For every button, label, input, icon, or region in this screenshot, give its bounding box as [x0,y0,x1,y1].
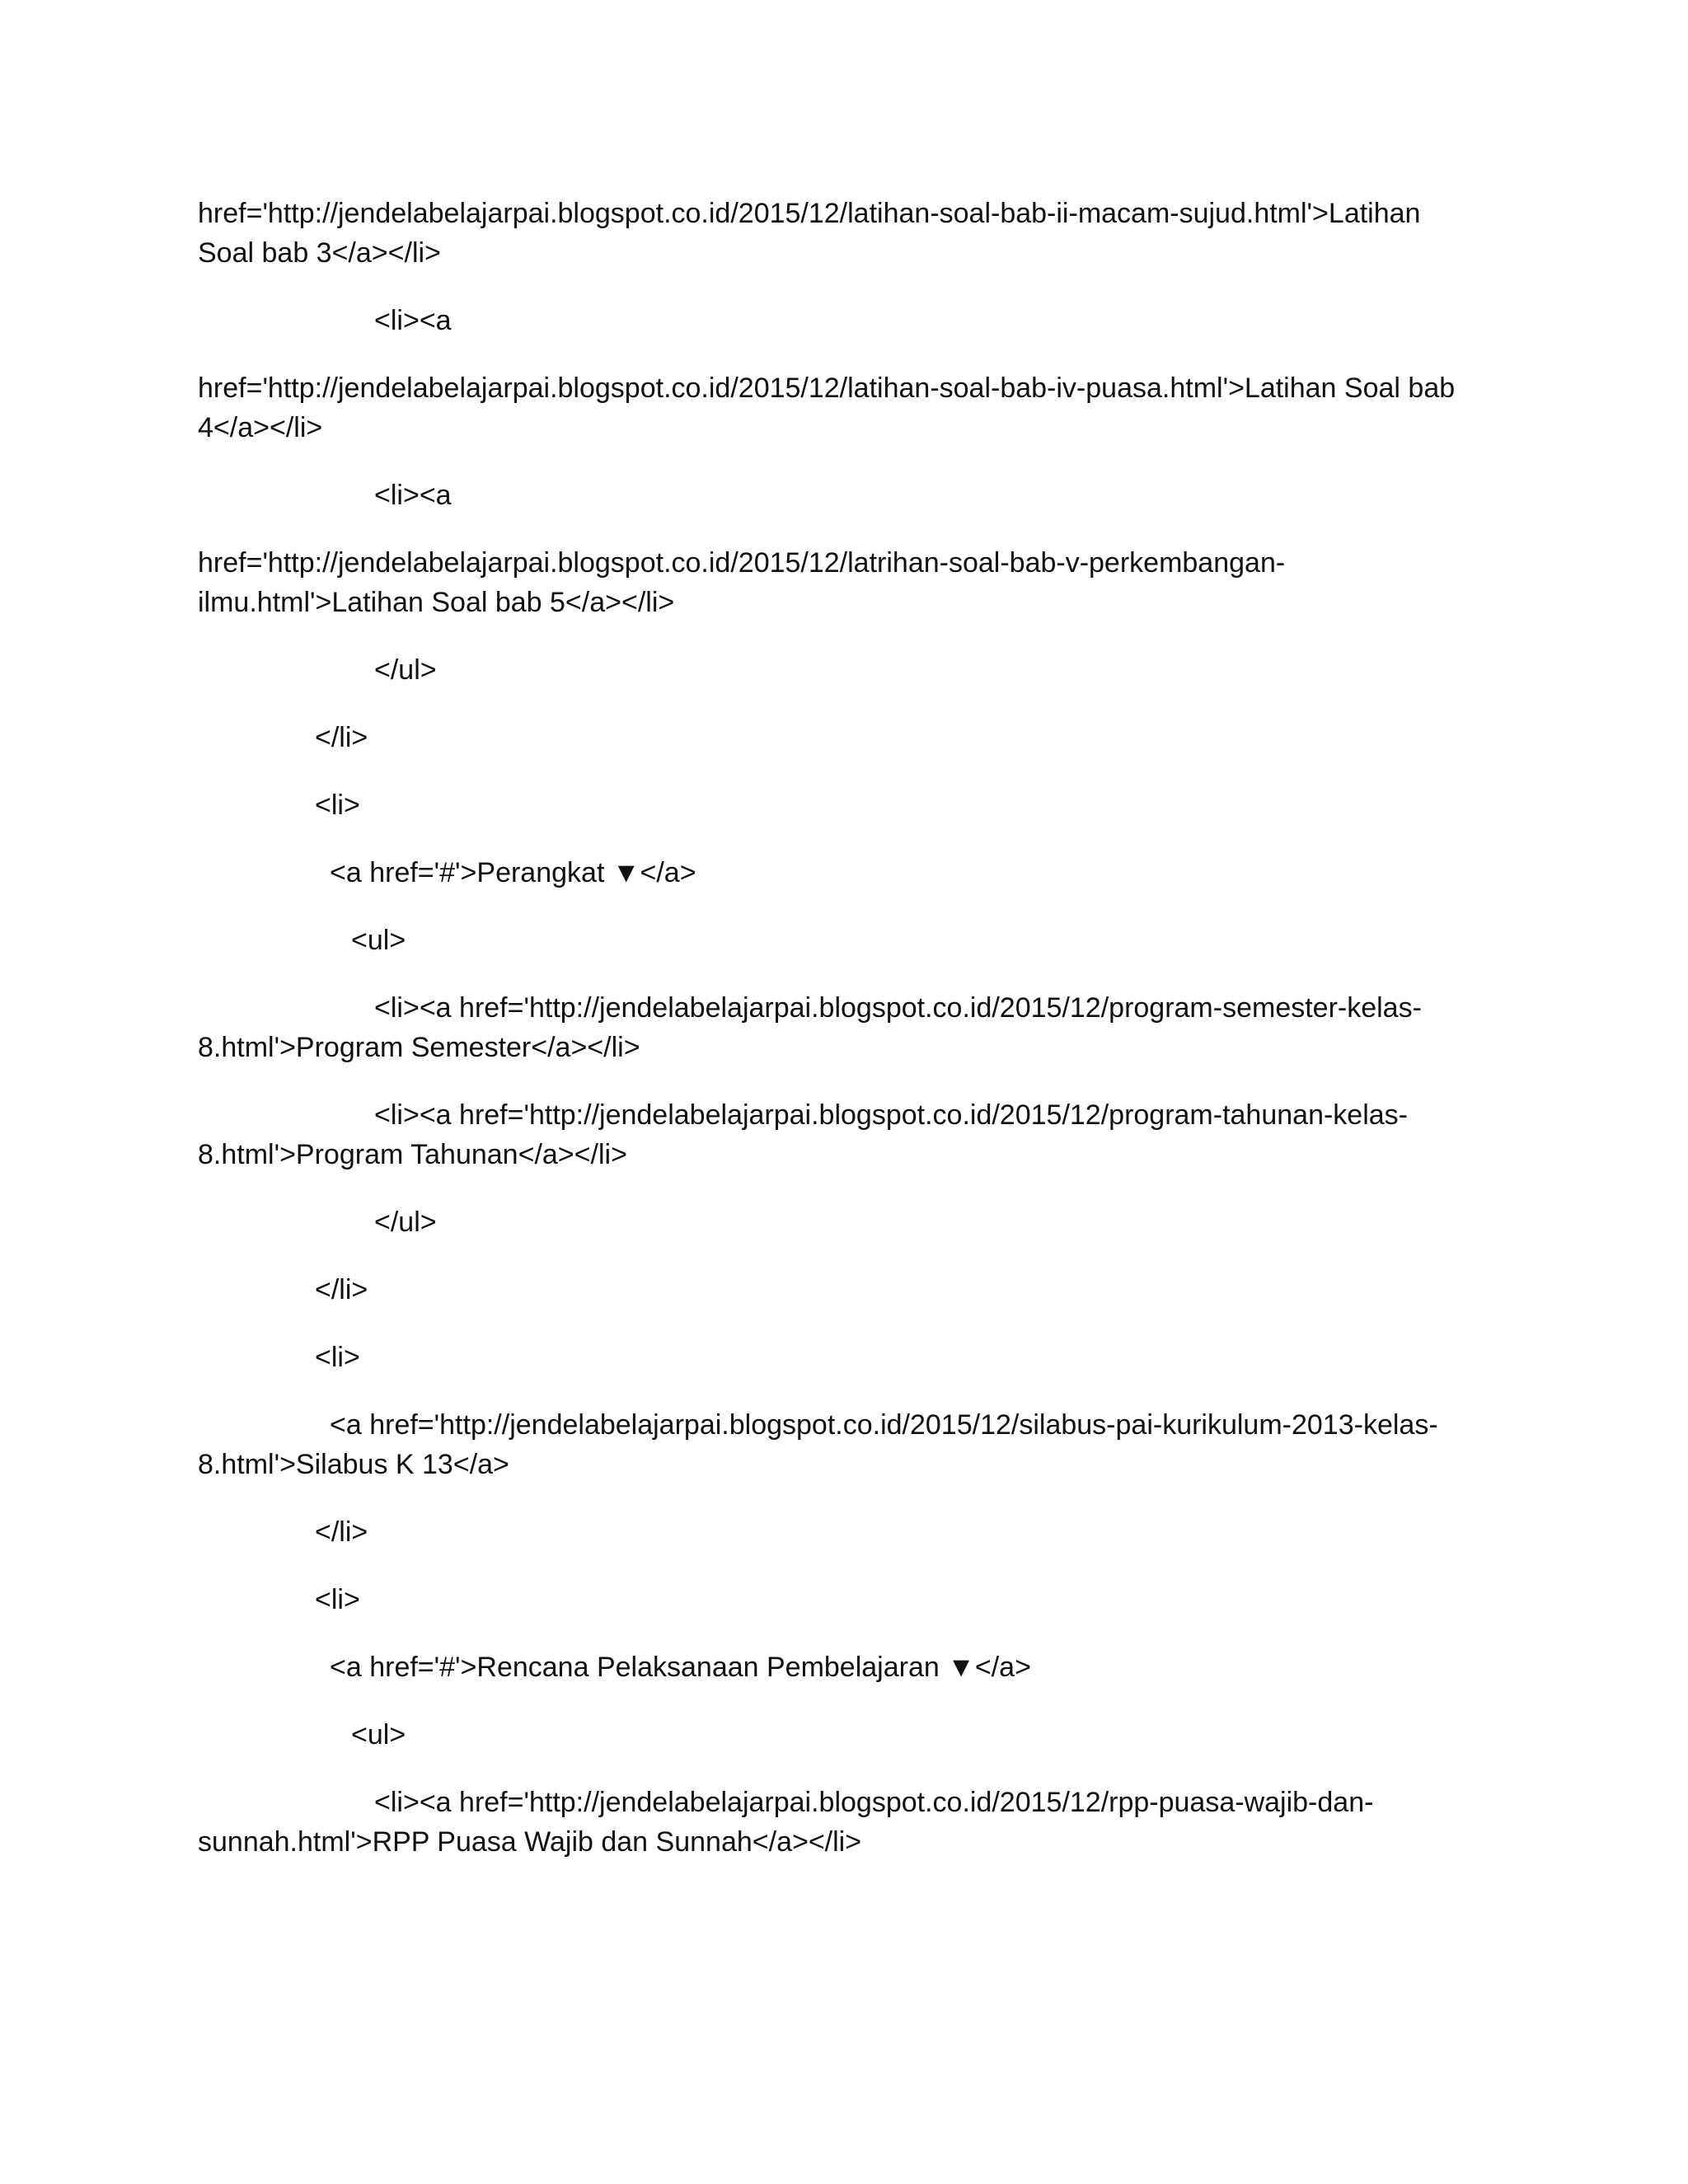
code-line-17: </li> [315,1516,368,1548]
code-line-9: <a href='#'>Perangkat ▼</a> [330,857,696,888]
code-line-10: <ul> [351,925,406,956]
code-line-1: href='http://jendelabelajarpai.blogspot.co.id/2015/12/latihan-soal-bab-ii-macam-sujud.html'>Latihan Soal bab 3</a></li> [198,198,1421,269]
code-line-3: href='http://jendelabelajarpai.blogspot.co.id/2015/12/latihan-soal-bab-iv-puasa.html'>Latihan Soal bab 4</a></li> [198,373,1456,443]
code-line-20: <ul> [351,1719,406,1750]
code-line-11: <li><a href='http://jendelabelajarpai.blogspot.co.id/2015/12/program-semester-kelas-8.html'>Program Semester</a></li> [198,992,1422,1063]
document-body [198,194,1484,1890]
code-line-18: <li> [315,1584,360,1615]
code-line-7: </li> [315,722,368,753]
code-line-4: <li><a [374,480,452,511]
code-line-12: <li><a href='http://jendelabelajarpai.blogspot.co.id/2015/12/program-tahunan-kelas-8.html'>Program Tahunan</a></li> [198,1099,1408,1170]
code-line-5: href='http://jendelabelajarpai.blogspot.co.id/2015/12/latrihan-soal-bab-v-perkembangan-ilmu.html'>Latihan Soal bab 5</a></li> [198,547,1286,618]
code-line-15: <li> [315,1342,360,1373]
code-line-13: </ul> [374,1207,437,1238]
code-line-14: </li> [315,1274,368,1305]
code-line-19: <a href='#'>Rencana Pelaksanaan Pembelajaran ▼</a> [330,1652,1031,1683]
code-line-16: <a href='http://jendelabelajarpai.blogspot.co.id/2015/12/silabus-pai-kurikulum-2013-kelas-8.html'>Silabus K 13</a> [198,1409,1438,1480]
code-line-2: <li><a [374,305,452,336]
code-line-8: <li> [315,790,360,821]
code-line-21: <li><a href='http://jendelabelajarpai.blogspot.co.id/2015/12/rpp-puasa-wajib-dan-sunnah.html'>RPP Puasa Wajib dan Sunnah</a></li> [198,1787,1374,1858]
code-line-6: </ul> [374,654,437,686]
